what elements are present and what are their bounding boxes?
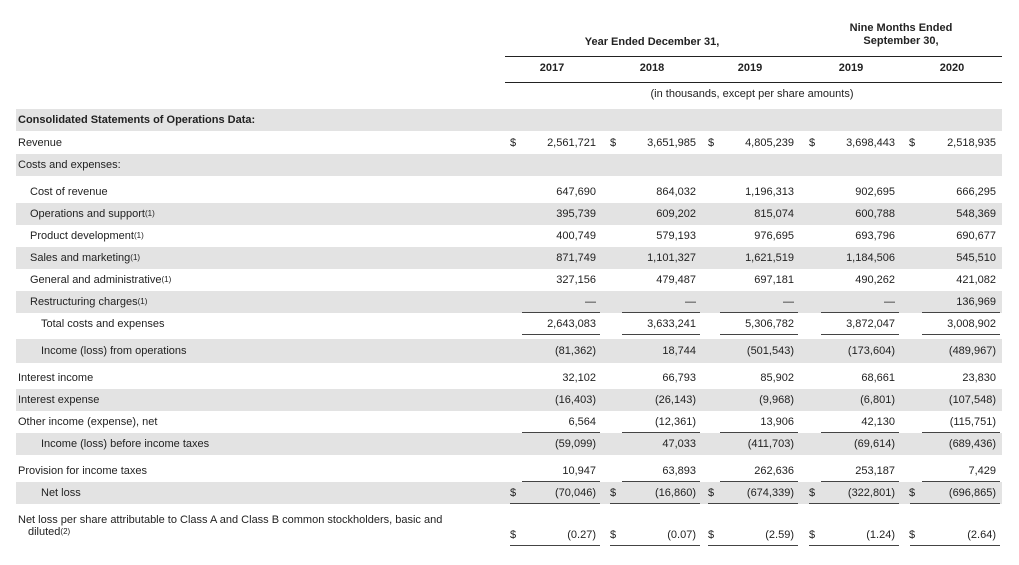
value-cell: 10,947 [562, 465, 596, 477]
footnote-marker: (1) [137, 297, 148, 306]
value-cell: — [884, 296, 895, 308]
value-cell: 548,369 [956, 208, 996, 220]
value-cell: 2,561,721 [547, 137, 596, 149]
value-cell: (173,604) [847, 345, 895, 357]
value-cell: 47,033 [662, 438, 696, 450]
table-row [16, 389, 1002, 411]
dollar-sign: $ [610, 137, 617, 149]
row-label-text: Interest income [18, 372, 94, 384]
row-label [18, 415, 157, 429]
value-cell: 2,518,935 [947, 137, 996, 149]
value-cell: (2.64) [967, 529, 996, 541]
value-cell: 42,130 [861, 416, 895, 428]
value-cell: 1,196,313 [745, 186, 794, 198]
header-year-2019b: 2019 [838, 62, 864, 74]
row-label [18, 158, 121, 172]
column-rule [821, 334, 899, 335]
column-rule [910, 503, 1000, 504]
value-cell: 690,677 [956, 230, 996, 242]
column-rule [922, 334, 1000, 335]
header-nine-months-line2: September 30, [863, 35, 939, 47]
row-label [41, 437, 209, 451]
row-label-text: Cost of revenue [30, 186, 108, 198]
value-cell: (69,614) [854, 438, 895, 450]
value-cell: 1,621,519 [745, 252, 794, 264]
value-cell: 68,661 [861, 372, 895, 384]
value-cell: 3,651,985 [647, 137, 696, 149]
row-label-text: General and administrative [30, 274, 162, 286]
value-cell: (1.24) [866, 529, 895, 541]
header-year-2019a: 2019 [737, 62, 763, 74]
value-cell: 6,564 [568, 416, 596, 428]
column-rule [610, 545, 700, 546]
row-label-text: Income (loss) before income taxes [41, 438, 210, 450]
value-cell: 262,636 [754, 465, 794, 477]
dollar-sign: $ [610, 529, 617, 541]
column-rule [622, 334, 700, 335]
row-label-text: Net loss per share attributable to Class A and Class B common stockholders, basic and [18, 514, 443, 526]
value-cell: (2.59) [765, 529, 794, 541]
column-rule [720, 334, 798, 335]
dollar-sign: $ [809, 529, 816, 541]
row-label-text: Interest expense [18, 394, 100, 406]
column-rule [510, 545, 600, 546]
column-rule [510, 503, 600, 504]
value-cell: 136,969 [956, 296, 996, 308]
footnote-marker: (1) [161, 275, 172, 284]
value-cell: (489,967) [948, 345, 996, 357]
header-year-ended: Year Ended December 31, [584, 36, 720, 48]
dollar-sign: $ [510, 529, 517, 541]
row-label [30, 251, 140, 265]
row-label-text: Consolidated Statements of Operations Data: [18, 114, 256, 126]
value-cell: (115,751) [949, 416, 996, 428]
row-label [41, 317, 165, 331]
row-label [18, 464, 147, 478]
dollar-sign: $ [909, 529, 916, 541]
value-cell: — [685, 296, 696, 308]
row-label [30, 207, 155, 221]
value-cell: — [585, 296, 596, 308]
row-label [30, 273, 171, 287]
table-row [16, 203, 1002, 225]
column-rule [522, 334, 600, 335]
row-label-text: Income (loss) from operations [41, 345, 187, 357]
dollar-sign: $ [510, 137, 517, 149]
value-cell: 18,744 [662, 345, 696, 357]
dollar-sign: $ [809, 137, 816, 149]
value-cell: 327,156 [556, 274, 596, 286]
value-cell: 490,262 [855, 274, 895, 286]
value-cell: 4,805,239 [745, 137, 794, 149]
value-cell: 697,181 [754, 274, 794, 286]
value-cell: 545,510 [956, 252, 996, 264]
value-cell: 647,690 [556, 186, 596, 198]
table-row [16, 181, 1002, 203]
value-cell: 253,187 [855, 465, 895, 477]
row-label-text: Sales and marketing [30, 252, 131, 264]
row-label-text: Restructuring charges [30, 296, 138, 308]
table-row [16, 367, 1002, 389]
value-cell: (6,801) [860, 394, 895, 406]
table-row [16, 269, 1002, 291]
value-cell: 609,202 [656, 208, 696, 220]
value-cell: (26,143) [655, 394, 696, 406]
row-label [41, 486, 81, 500]
table-row [16, 510, 1002, 546]
value-cell: 902,695 [855, 186, 895, 198]
value-cell: (0.07) [667, 529, 696, 541]
row-label-text: Net loss [41, 487, 81, 499]
value-cell: 3,008,902 [947, 318, 996, 330]
value-cell: 1,184,506 [846, 252, 895, 264]
header-year-2018: 2018 [639, 62, 665, 74]
value-cell: (12,361) [655, 416, 696, 428]
row-label [18, 371, 93, 385]
value-cell: (0.27) [567, 529, 596, 541]
value-cell: 976,695 [754, 230, 794, 242]
table-row [16, 132, 1002, 154]
value-cell: (501,543) [746, 345, 794, 357]
value-cell: 815,074 [754, 208, 794, 220]
value-cell: (59,099) [555, 438, 596, 450]
value-cell: 66,793 [662, 372, 696, 384]
value-cell: 871,749 [556, 252, 596, 264]
row-label-text-line2: diluted [28, 526, 61, 538]
value-cell: 7,429 [968, 465, 996, 477]
table-row [16, 109, 1002, 131]
column-rule [809, 503, 899, 504]
footnote-marker: (2) [60, 527, 71, 536]
value-cell: (9,968) [759, 394, 794, 406]
header-rule-bottom [505, 82, 1002, 83]
row-label [30, 295, 147, 309]
table-row [16, 411, 1002, 433]
dollar-sign: $ [809, 487, 816, 499]
row-label-text: Provision for income taxes [18, 465, 147, 477]
value-cell: (107,548) [948, 394, 996, 406]
row-label-text: Operations and support [30, 208, 145, 220]
row-label-text: Total costs and expenses [41, 318, 165, 330]
row-label [30, 185, 108, 199]
value-cell: (16,860) [655, 487, 696, 499]
value-cell: 3,633,241 [647, 318, 696, 330]
value-cell: 63,893 [662, 465, 696, 477]
value-cell: — [783, 296, 794, 308]
row-label [18, 393, 99, 407]
value-cell: 400,749 [556, 230, 596, 242]
value-cell: (81,362) [555, 345, 596, 357]
row-label-text: Costs and expenses: [18, 159, 121, 171]
value-cell: (70,046) [555, 487, 596, 499]
table-row [16, 339, 1002, 363]
value-cell: 395,739 [556, 208, 596, 220]
dollar-sign: $ [610, 487, 617, 499]
value-cell: 32,102 [562, 372, 596, 384]
dollar-sign: $ [708, 137, 715, 149]
value-cell: 2,643,083 [547, 318, 596, 330]
row-label-text: Other income (expense), net [18, 416, 158, 428]
value-cell: 3,872,047 [846, 318, 895, 330]
value-cell: 479,487 [656, 274, 696, 286]
value-cell: 23,830 [962, 372, 996, 384]
row-label [18, 514, 442, 538]
column-rule [708, 503, 798, 504]
row-label-text: Revenue [18, 137, 63, 149]
units-note: (in thousands, except per share amounts) [650, 88, 854, 100]
value-cell: (322,801) [847, 487, 895, 499]
column-rule [910, 545, 1000, 546]
value-cell: 600,788 [855, 208, 895, 220]
table-row [16, 482, 1002, 504]
value-cell: 5,306,782 [745, 318, 794, 330]
header-nine-months-line1: Nine Months Ended [849, 22, 953, 34]
row-label [18, 113, 255, 127]
dollar-sign: $ [909, 487, 916, 499]
table-row [16, 247, 1002, 269]
table-row [16, 433, 1002, 455]
column-rule [708, 545, 798, 546]
value-cell: 13,906 [760, 416, 794, 428]
row-label [18, 136, 62, 150]
value-cell: (696,865) [948, 487, 996, 499]
value-cell: (674,339) [746, 487, 794, 499]
row-label-text: Product development [30, 230, 134, 242]
dollar-sign: $ [909, 137, 916, 149]
table-row [16, 154, 1002, 176]
row-label [30, 229, 144, 243]
value-cell: 864,032 [656, 186, 696, 198]
value-cell: (16,403) [555, 394, 596, 406]
value-cell: 1,101,327 [647, 252, 696, 264]
value-cell: (689,436) [948, 438, 996, 450]
footnote-marker: (1) [144, 209, 155, 218]
value-cell: 421,082 [956, 274, 996, 286]
table-row [16, 313, 1002, 335]
footnote-marker: (1) [133, 231, 144, 240]
column-rule [610, 503, 700, 504]
header-year-2017: 2017 [539, 62, 565, 74]
dollar-sign: $ [708, 487, 715, 499]
footnote-marker: (1) [130, 253, 141, 262]
header-year-2020: 2020 [939, 62, 965, 74]
value-cell: 579,193 [656, 230, 696, 242]
header-rule-top [505, 56, 1002, 57]
value-cell: (411,703) [747, 438, 794, 450]
value-cell: 666,295 [956, 186, 996, 198]
table-row [16, 225, 1002, 247]
table-row [16, 460, 1002, 482]
value-cell: 693,796 [855, 230, 895, 242]
value-cell: 3,698,443 [846, 137, 895, 149]
table-row [16, 291, 1002, 313]
value-cell: 85,902 [760, 372, 794, 384]
row-label [41, 344, 187, 358]
dollar-sign: $ [510, 487, 517, 499]
dollar-sign: $ [708, 529, 715, 541]
column-rule [809, 545, 899, 546]
